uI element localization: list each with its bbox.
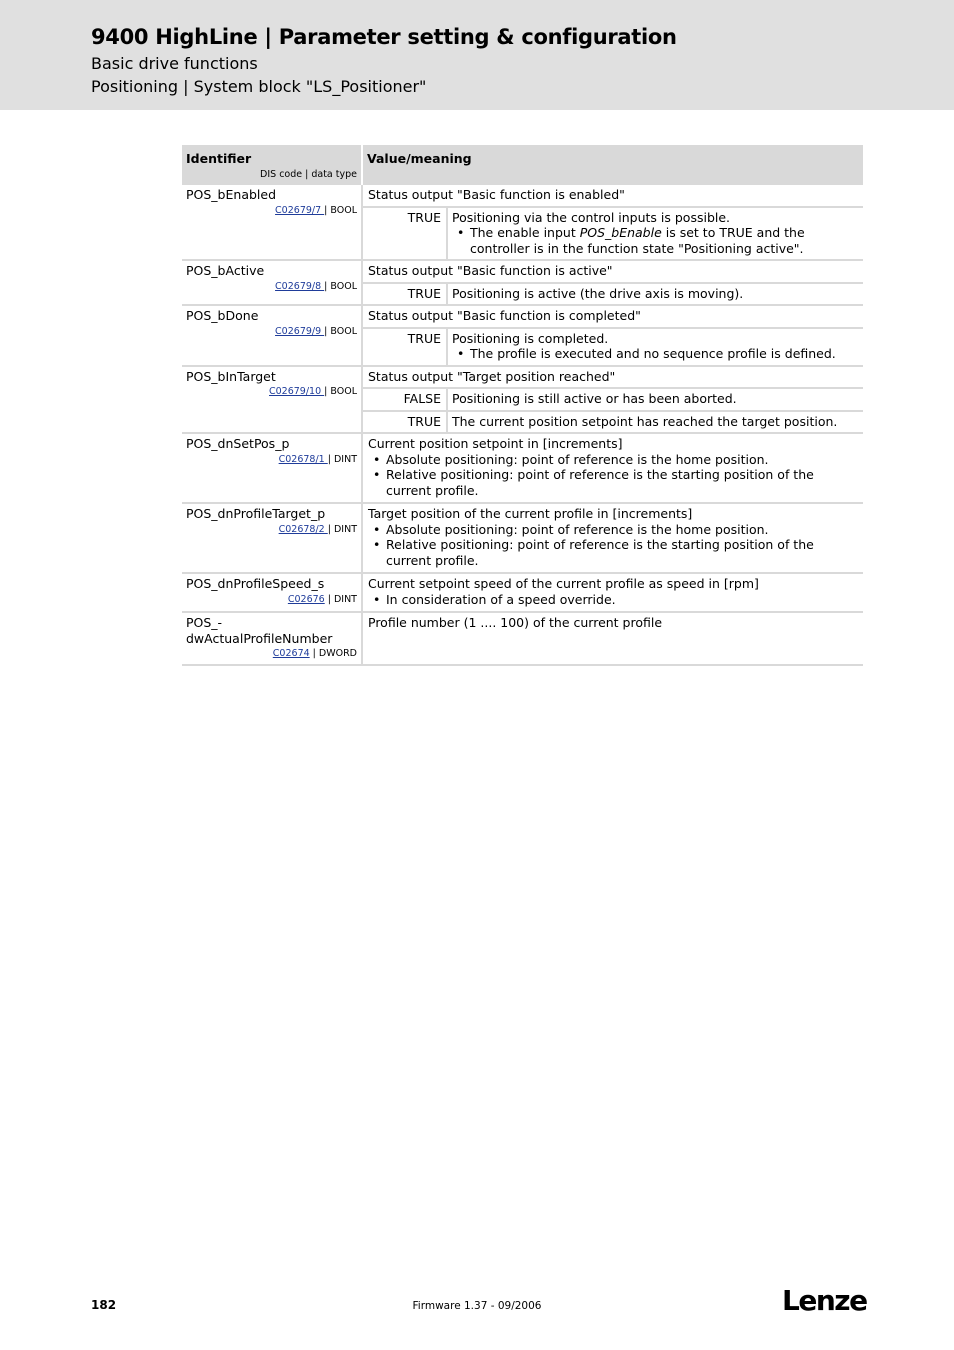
value-description: Current position setpoint in [increments]: [368, 436, 623, 451]
value-description: Target position of the current profile in [increments]: [368, 506, 693, 521]
dis-code-link[interactable]: C02676: [287, 593, 325, 605]
identifier-name: POS_bDone: [186, 308, 259, 323]
firmware-version: Firmware 1.37 - 09/2006: [412, 1300, 542, 1312]
bullet-list: [452, 225, 858, 256]
data-type: | BOOL: [324, 280, 357, 292]
value-key: TRUE: [363, 284, 448, 305]
value-subrow: [363, 206, 863, 260]
identifier-name-line1: POS_-: [186, 615, 223, 630]
section-title: Basic drive functions: [91, 54, 258, 73]
identifier-cell: [182, 305, 362, 366]
identifier-cell: [182, 433, 362, 503]
bullet-item: • Relative positioning: point of reference is the starting position of the current profile.: [386, 467, 858, 498]
data-type: | DINT: [327, 453, 357, 465]
table-header-row: [182, 145, 863, 185]
value-meaning-text: Positioning is active (the drive axis is moving).: [452, 285, 744, 301]
value-cell: [362, 612, 863, 665]
bullet-text-pre: The enable input: [470, 225, 580, 240]
identifier-cell: [182, 260, 362, 305]
dis-code-link[interactable]: C02679/9: [275, 325, 325, 337]
value-subrow: [363, 387, 863, 410]
bullet-list: [368, 592, 858, 608]
value-key: TRUE: [363, 208, 448, 260]
data-type: | DINT: [327, 523, 357, 535]
data-type: | BOOL: [324, 325, 357, 337]
value-description: Status output "Basic function is completed": [368, 308, 641, 323]
bullet-text-signal: POS_bEnable: [579, 225, 662, 240]
value-cell: [362, 433, 863, 503]
lenze-logo: Lenze: [782, 1284, 867, 1317]
identifier-name: POS_dnSetPos_p: [186, 436, 290, 451]
value-meaning-header: Value/meaning: [362, 145, 863, 185]
dis-code-link[interactable]: C02679/8: [275, 280, 325, 292]
bullet-item: [470, 225, 858, 256]
data-type: | BOOL: [324, 386, 357, 397]
identifier-name: POS_bEnabled: [186, 187, 277, 202]
table-row: [182, 503, 863, 573]
dis-code-link[interactable]: C02674: [272, 648, 310, 659]
identifier-header: [182, 145, 362, 185]
dis-code-link[interactable]: C02678/1: [278, 453, 328, 465]
value-description: Status output "Basic function is active": [368, 263, 613, 278]
bullet-item: • Relative positioning: point of reference is the starting position of the current profile.: [386, 537, 858, 568]
table-row: [182, 260, 863, 305]
value-description: Current setpoint speed of the current profile as speed in [rpm]: [368, 576, 759, 591]
bullet-list: [368, 522, 858, 569]
dis-code-link[interactable]: C02679/7: [275, 204, 325, 216]
value-meaning: [448, 208, 863, 260]
identifier-name: POS_dnProfileTarget_p: [186, 506, 326, 521]
table-row: [182, 612, 863, 665]
value-meaning-text: Positioning is still active or has been aborted.: [452, 391, 737, 406]
value-key: FALSE: [363, 389, 448, 410]
bullet-item: • Absolute positioning: point of reference is the home position.: [386, 522, 858, 538]
document-title: 9400 HighLine | Parameter setting & configuration: [91, 25, 677, 49]
table-row: [182, 433, 863, 503]
value-meaning-text: The current position setpoint has reached the target position.: [452, 413, 838, 429]
value-cell: [362, 260, 863, 305]
value-subrow: [363, 282, 863, 305]
value-description: Status output "Basic function is enabled": [368, 187, 625, 202]
identifier-name: POS_bInTarget: [186, 368, 276, 384]
identifier-cell: [182, 612, 362, 665]
identifier-name: POS_bActive: [186, 263, 265, 278]
bullet-text-post: is set to TRUE and the controller is in the function state "Positioning active".: [470, 225, 805, 256]
dis-code-header-label: DIS code | data type: [260, 168, 357, 180]
bullet-list: [368, 452, 858, 499]
value-body: [363, 574, 863, 611]
dis-code-link[interactable]: C02678/2: [278, 523, 328, 535]
identifier-header-label: Identifier: [186, 151, 252, 166]
value-subrow: [363, 327, 863, 365]
value-body: [363, 434, 863, 502]
dis-code: [186, 326, 357, 338]
dis-code: [186, 281, 357, 293]
value-subrow: [363, 410, 863, 433]
value-cell: [362, 503, 863, 573]
table-row: [182, 366, 863, 434]
subsection-title: Positioning | System block "LS_Positioner": [91, 77, 427, 96]
bullet-item: • The profile is executed and no sequence profile is defined.: [470, 346, 858, 362]
dis-code: [186, 386, 357, 398]
value-cell: [362, 366, 863, 434]
value-cell: [362, 573, 863, 612]
value-cell: [362, 185, 863, 260]
value-cell: [362, 305, 863, 366]
table-row: [182, 573, 863, 612]
identifier-name: POS_dnProfileSpeed_s: [186, 576, 325, 591]
parameter-table: [182, 145, 863, 666]
identifier-name-line2: dwActualProfileNumber: [186, 630, 333, 646]
identifier-cell: [182, 185, 362, 260]
value-meaning-text: Positioning via the control inputs is possible.: [452, 209, 731, 225]
table-row: [182, 185, 863, 260]
value-key: TRUE: [363, 329, 448, 365]
identifier-cell: [182, 503, 362, 573]
dis-code: [186, 205, 357, 217]
data-type: | BOOL: [324, 204, 357, 216]
value-description: Status output "Target position reached": [368, 368, 616, 384]
value-meaning-text: Positioning is completed.: [452, 330, 609, 346]
data-type: | DWORD: [309, 648, 357, 659]
dis-code: [186, 524, 357, 536]
dis-code: [186, 594, 357, 606]
data-type: | DINT: [324, 593, 357, 605]
page-number: 182: [91, 1298, 117, 1312]
bullet-list: [452, 346, 858, 362]
identifier-cell: [182, 366, 362, 434]
identifier-cell: [182, 573, 362, 612]
bullet-item: • Absolute positioning: point of reference is the home position.: [386, 452, 858, 468]
table-row: [182, 305, 863, 366]
dis-code: [186, 648, 357, 660]
page-header: [0, 0, 954, 110]
value-meaning: [448, 329, 863, 365]
value-body: [363, 504, 863, 572]
dis-code-link[interactable]: C02679/10: [269, 386, 325, 397]
bullet-item: • In consideration of a speed override.: [386, 592, 858, 608]
dis-code: [186, 454, 357, 466]
value-description: Profile number (1 .... 100) of the current profile: [368, 615, 663, 630]
value-key: TRUE: [363, 412, 448, 433]
